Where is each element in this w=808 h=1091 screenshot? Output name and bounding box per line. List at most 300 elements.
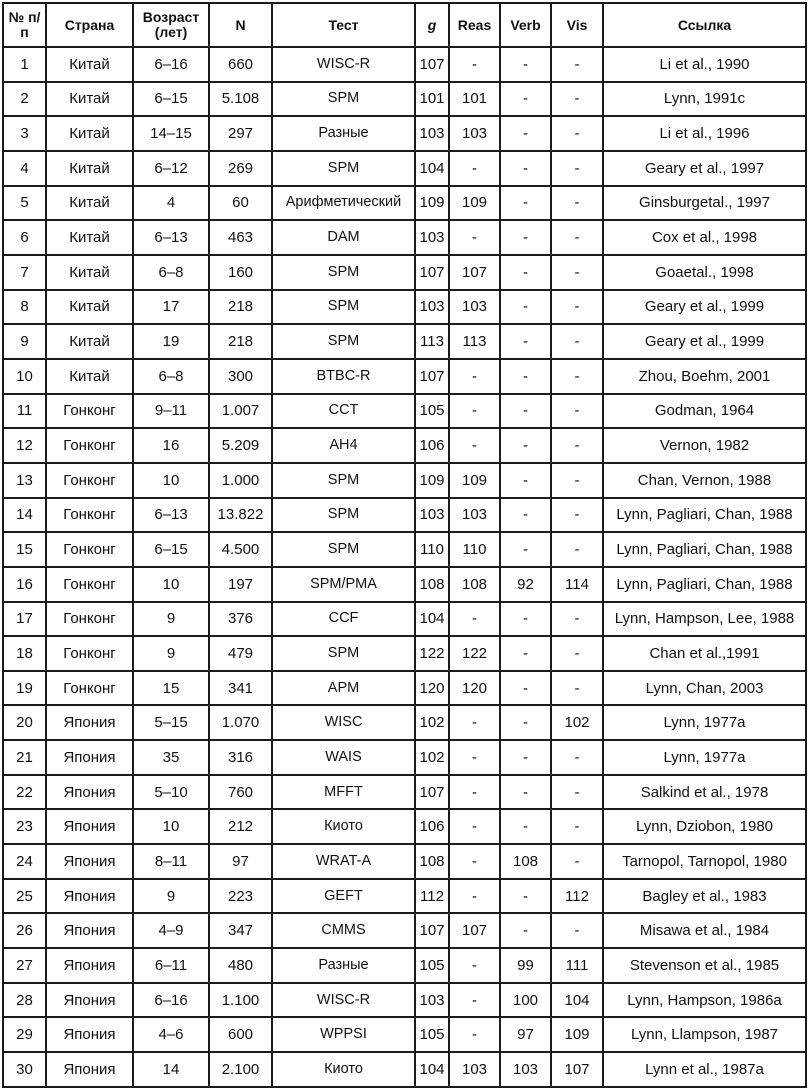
cell-ref: Chan et al.,1991 <box>603 636 806 671</box>
cell-reas: - <box>449 948 500 983</box>
cell-verb: - <box>500 47 551 82</box>
cell-vis: - <box>551 809 603 844</box>
cell-ref: Lynn, Hampson, Lee, 1988 <box>603 602 806 637</box>
cell-num: 23 <box>3 809 46 844</box>
cell-n: 197 <box>209 567 272 602</box>
cell-g: 113 <box>415 324 449 359</box>
cell-country: Китай <box>46 47 133 82</box>
cell-n: 463 <box>209 220 272 255</box>
cell-num: 29 <box>3 1017 46 1052</box>
header-g: g <box>415 3 449 47</box>
cell-ref: Lynn, Pagliari, Chan, 1988 <box>603 498 806 533</box>
cell-verb: - <box>500 220 551 255</box>
cell-country: Китай <box>46 290 133 325</box>
cell-country: Китай <box>46 359 133 394</box>
cell-reas: - <box>449 151 500 186</box>
cell-num: 2 <box>3 82 46 117</box>
cell-num: 30 <box>3 1052 46 1087</box>
cell-reas: - <box>449 809 500 844</box>
cell-verb: - <box>500 602 551 637</box>
cell-vis: - <box>551 186 603 221</box>
cell-n: 212 <box>209 809 272 844</box>
cell-num: 20 <box>3 705 46 740</box>
cell-test: AH4 <box>272 428 415 463</box>
cell-g: 102 <box>415 740 449 775</box>
cell-reas: - <box>449 1017 500 1052</box>
cell-n: 218 <box>209 324 272 359</box>
cell-country: Гонконг <box>46 532 133 567</box>
table-row <box>3 186 806 221</box>
cell-vis: - <box>551 913 603 948</box>
cell-age: 6–15 <box>133 532 209 567</box>
table-row <box>3 602 806 637</box>
cell-age: 10 <box>133 567 209 602</box>
cell-num: 15 <box>3 532 46 567</box>
cell-age: 6–15 <box>133 82 209 117</box>
cell-test: DAM <box>272 220 415 255</box>
cell-test: SPM <box>272 151 415 186</box>
cell-vis: - <box>551 775 603 810</box>
cell-g: 106 <box>415 428 449 463</box>
table-row <box>3 220 806 255</box>
cell-verb: - <box>500 151 551 186</box>
cell-g: 107 <box>415 255 449 290</box>
cell-test: CCF <box>272 602 415 637</box>
cell-g: 103 <box>415 290 449 325</box>
cell-reas: 108 <box>449 567 500 602</box>
cell-vis: - <box>551 151 603 186</box>
cell-country: Гонконг <box>46 567 133 602</box>
cell-g: 109 <box>415 186 449 221</box>
cell-country: Китай <box>46 220 133 255</box>
cell-ref: Lynn, Dziobon, 1980 <box>603 809 806 844</box>
header-num: № п/п <box>3 3 46 47</box>
table-row <box>3 428 806 463</box>
cell-vis: 104 <box>551 983 603 1018</box>
cell-vis: - <box>551 394 603 429</box>
table-row <box>3 463 806 498</box>
cell-g: 105 <box>415 1017 449 1052</box>
cell-test: SPM <box>272 636 415 671</box>
cell-reas: 101 <box>449 82 500 117</box>
cell-ref: Ginsburgetal., 1997 <box>603 186 806 221</box>
cell-age: 9 <box>133 879 209 914</box>
cell-reas: 120 <box>449 671 500 706</box>
cell-country: Япония <box>46 844 133 879</box>
cell-age: 17 <box>133 290 209 325</box>
cell-reas: 109 <box>449 186 500 221</box>
cell-age: 6–12 <box>133 151 209 186</box>
cell-test: SPM <box>272 324 415 359</box>
cell-country: Япония <box>46 809 133 844</box>
cell-num: 14 <box>3 498 46 533</box>
cell-country: Гонконг <box>46 636 133 671</box>
cell-vis: 102 <box>551 705 603 740</box>
cell-reas: 113 <box>449 324 500 359</box>
cell-verb: - <box>500 740 551 775</box>
cell-n: 5.209 <box>209 428 272 463</box>
cell-age: 5–10 <box>133 775 209 810</box>
cell-country: Гонконг <box>46 428 133 463</box>
header-test: Тест <box>272 3 415 47</box>
cell-reas: - <box>449 428 500 463</box>
cell-test: SPM <box>272 463 415 498</box>
cell-ref: Lynn et al., 1987a <box>603 1052 806 1087</box>
cell-num: 7 <box>3 255 46 290</box>
cell-test: WISC-R <box>272 983 415 1018</box>
cell-num: 17 <box>3 602 46 637</box>
cell-g: 122 <box>415 636 449 671</box>
cell-test: SPM/PMA <box>272 567 415 602</box>
cell-age: 9 <box>133 636 209 671</box>
cell-verb: 99 <box>500 948 551 983</box>
header-n: N <box>209 3 272 47</box>
cell-vis: - <box>551 636 603 671</box>
cell-country: Япония <box>46 705 133 740</box>
cell-num: 13 <box>3 463 46 498</box>
cell-age: 6–11 <box>133 948 209 983</box>
cell-age: 19 <box>133 324 209 359</box>
cell-country: Гонконг <box>46 671 133 706</box>
cell-test: MFFT <box>272 775 415 810</box>
cell-ref: Lynn, Pagliari, Chan, 1988 <box>603 532 806 567</box>
cell-ref: Lynn, Hampson, 1986a <box>603 983 806 1018</box>
cell-g: 107 <box>415 775 449 810</box>
cell-n: 4.500 <box>209 532 272 567</box>
cell-g: 104 <box>415 151 449 186</box>
cell-age: 5–15 <box>133 705 209 740</box>
cell-verb: 103 <box>500 1052 551 1087</box>
cell-reas: - <box>449 359 500 394</box>
cell-n: 480 <box>209 948 272 983</box>
cell-num: 27 <box>3 948 46 983</box>
cell-country: Япония <box>46 948 133 983</box>
cell-ref: Godman, 1964 <box>603 394 806 429</box>
cell-ref: Goaetal., 1998 <box>603 255 806 290</box>
cell-reas: - <box>449 775 500 810</box>
cell-reas: - <box>449 602 500 637</box>
table-row <box>3 116 806 151</box>
cell-vis: - <box>551 47 603 82</box>
cell-g: 103 <box>415 220 449 255</box>
cell-test: CCT <box>272 394 415 429</box>
cell-test: SPM <box>272 532 415 567</box>
cell-reas: - <box>449 705 500 740</box>
cell-g: 104 <box>415 1052 449 1087</box>
cell-test: Арифметический <box>272 186 415 221</box>
cell-country: Япония <box>46 983 133 1018</box>
cell-age: 9 <box>133 602 209 637</box>
header-row <box>3 3 806 47</box>
cell-n: 218 <box>209 290 272 325</box>
cell-verb: 97 <box>500 1017 551 1052</box>
header-verb: Verb <box>500 3 551 47</box>
cell-age: 9–11 <box>133 394 209 429</box>
table-row <box>3 532 806 567</box>
cell-vis: 107 <box>551 1052 603 1087</box>
cell-age: 35 <box>133 740 209 775</box>
data-table <box>2 2 807 1088</box>
cell-age: 6–13 <box>133 220 209 255</box>
cell-g: 105 <box>415 394 449 429</box>
cell-ref: Lynn, 1991c <box>603 82 806 117</box>
cell-age: 10 <box>133 463 209 498</box>
cell-ref: Lynn, Llampson, 1987 <box>603 1017 806 1052</box>
cell-n: 376 <box>209 602 272 637</box>
cell-g: 102 <box>415 705 449 740</box>
cell-num: 10 <box>3 359 46 394</box>
cell-ref: Geary et al., 1997 <box>603 151 806 186</box>
cell-g: 109 <box>415 463 449 498</box>
cell-test: GEFT <box>272 879 415 914</box>
cell-country: Гонконг <box>46 463 133 498</box>
cell-country: Гонконг <box>46 602 133 637</box>
cell-reas: - <box>449 47 500 82</box>
cell-test: WAIS <box>272 740 415 775</box>
cell-verb: 92 <box>500 567 551 602</box>
table-row <box>3 671 806 706</box>
cell-verb: - <box>500 705 551 740</box>
cell-verb: - <box>500 775 551 810</box>
cell-age: 6–13 <box>133 498 209 533</box>
cell-g: 108 <box>415 844 449 879</box>
cell-country: Япония <box>46 740 133 775</box>
table-row <box>3 359 806 394</box>
table-row <box>3 913 806 948</box>
cell-g: 103 <box>415 116 449 151</box>
cell-n: 223 <box>209 879 272 914</box>
cell-verb: - <box>500 463 551 498</box>
cell-vis: 114 <box>551 567 603 602</box>
cell-num: 6 <box>3 220 46 255</box>
cell-vis: 112 <box>551 879 603 914</box>
cell-n: 347 <box>209 913 272 948</box>
cell-vis: - <box>551 498 603 533</box>
cell-num: 26 <box>3 913 46 948</box>
cell-reas: - <box>449 220 500 255</box>
cell-ref: Stevenson et al., 1985 <box>603 948 806 983</box>
cell-n: 60 <box>209 186 272 221</box>
cell-ref: Lynn, 1977a <box>603 705 806 740</box>
cell-num: 1 <box>3 47 46 82</box>
cell-ref: Bagley et al., 1983 <box>603 879 806 914</box>
cell-g: 120 <box>415 671 449 706</box>
cell-test: CMMS <box>272 913 415 948</box>
table-row <box>3 1052 806 1087</box>
cell-age: 6–8 <box>133 255 209 290</box>
header-country: Страна <box>46 3 133 47</box>
cell-verb: - <box>500 324 551 359</box>
table-row <box>3 948 806 983</box>
table-row <box>3 983 806 1018</box>
cell-country: Китай <box>46 151 133 186</box>
cell-n: 600 <box>209 1017 272 1052</box>
cell-num: 28 <box>3 983 46 1018</box>
table-row <box>3 151 806 186</box>
cell-num: 9 <box>3 324 46 359</box>
cell-ref: Salkind et al., 1978 <box>603 775 806 810</box>
cell-test: SPM <box>272 498 415 533</box>
cell-test: Разные <box>272 116 415 151</box>
cell-country: Япония <box>46 879 133 914</box>
cell-vis: - <box>551 255 603 290</box>
cell-vis: - <box>551 359 603 394</box>
cell-verb: - <box>500 290 551 325</box>
cell-reas: - <box>449 740 500 775</box>
cell-reas: - <box>449 983 500 1018</box>
cell-g: 107 <box>415 913 449 948</box>
cell-age: 6–16 <box>133 983 209 1018</box>
cell-test: WPPSI <box>272 1017 415 1052</box>
cell-verb: - <box>500 809 551 844</box>
cell-num: 19 <box>3 671 46 706</box>
cell-verb: - <box>500 82 551 117</box>
cell-age: 8–11 <box>133 844 209 879</box>
cell-reas: 109 <box>449 463 500 498</box>
cell-reas: 107 <box>449 255 500 290</box>
cell-ref: Cox et al., 1998 <box>603 220 806 255</box>
cell-ref: Tarnopol, Tarnopol, 1980 <box>603 844 806 879</box>
cell-n: 5.108 <box>209 82 272 117</box>
cell-num: 12 <box>3 428 46 463</box>
cell-country: Япония <box>46 913 133 948</box>
cell-num: 25 <box>3 879 46 914</box>
cell-country: Япония <box>46 1017 133 1052</box>
cell-reas: 110 <box>449 532 500 567</box>
cell-num: 8 <box>3 290 46 325</box>
cell-age: 6–8 <box>133 359 209 394</box>
header-ref: Ссылка <box>603 3 806 47</box>
cell-test: SPM <box>272 290 415 325</box>
cell-g: 103 <box>415 498 449 533</box>
cell-verb: - <box>500 116 551 151</box>
cell-age: 10 <box>133 809 209 844</box>
cell-verb: - <box>500 394 551 429</box>
cell-country: Китай <box>46 116 133 151</box>
cell-age: 6–16 <box>133 47 209 82</box>
table-row <box>3 879 806 914</box>
cell-vis: 111 <box>551 948 603 983</box>
cell-vis: - <box>551 671 603 706</box>
cell-verb: - <box>500 498 551 533</box>
cell-vis: - <box>551 324 603 359</box>
cell-n: 760 <box>209 775 272 810</box>
cell-num: 24 <box>3 844 46 879</box>
cell-num: 18 <box>3 636 46 671</box>
cell-age: 15 <box>133 671 209 706</box>
cell-test: Разные <box>272 948 415 983</box>
table-row <box>3 324 806 359</box>
cell-g: 105 <box>415 948 449 983</box>
cell-vis: - <box>551 290 603 325</box>
cell-country: Япония <box>46 1052 133 1087</box>
cell-ref: Geary et al., 1999 <box>603 324 806 359</box>
cell-n: 316 <box>209 740 272 775</box>
header-reas: Reas <box>449 3 500 47</box>
header-age: Возраст (лет) <box>133 3 209 47</box>
cell-ref: Li et al., 1990 <box>603 47 806 82</box>
cell-n: 297 <box>209 116 272 151</box>
cell-ref: Chan, Vernon, 1988 <box>603 463 806 498</box>
cell-ref: Zhou, Boehm, 2001 <box>603 359 806 394</box>
cell-verb: 108 <box>500 844 551 879</box>
cell-age: 14–15 <box>133 116 209 151</box>
cell-num: 22 <box>3 775 46 810</box>
cell-reas: - <box>449 879 500 914</box>
cell-reas: 103 <box>449 116 500 151</box>
cell-vis: - <box>551 220 603 255</box>
cell-verb: - <box>500 671 551 706</box>
cell-test: Киото <box>272 1052 415 1087</box>
cell-n: 2.100 <box>209 1052 272 1087</box>
cell-ref: Vernon, 1982 <box>603 428 806 463</box>
cell-n: 341 <box>209 671 272 706</box>
cell-n: 660 <box>209 47 272 82</box>
table-row <box>3 809 806 844</box>
cell-reas: 103 <box>449 290 500 325</box>
cell-country: Гонконг <box>46 498 133 533</box>
cell-n: 97 <box>209 844 272 879</box>
cell-country: Гонконг <box>46 394 133 429</box>
table-row <box>3 1017 806 1052</box>
cell-n: 1.007 <box>209 394 272 429</box>
cell-ref: Misawa et al., 1984 <box>603 913 806 948</box>
cell-verb: - <box>500 255 551 290</box>
cell-g: 103 <box>415 983 449 1018</box>
table-row <box>3 567 806 602</box>
cell-reas: 107 <box>449 913 500 948</box>
table-row <box>3 255 806 290</box>
cell-reas: - <box>449 394 500 429</box>
cell-verb: - <box>500 636 551 671</box>
cell-num: 16 <box>3 567 46 602</box>
cell-verb: - <box>500 879 551 914</box>
cell-country: Япония <box>46 775 133 810</box>
cell-ref: Lynn, Chan, 2003 <box>603 671 806 706</box>
cell-vis: - <box>551 844 603 879</box>
cell-n: 13.822 <box>209 498 272 533</box>
cell-n: 1.000 <box>209 463 272 498</box>
cell-age: 4 <box>133 186 209 221</box>
cell-g: 112 <box>415 879 449 914</box>
cell-g: 101 <box>415 82 449 117</box>
cell-reas: - <box>449 844 500 879</box>
table-row <box>3 740 806 775</box>
cell-n: 1.070 <box>209 705 272 740</box>
cell-country: Китай <box>46 82 133 117</box>
cell-country: Китай <box>46 255 133 290</box>
cell-age: 16 <box>133 428 209 463</box>
cell-test: BTBC-R <box>272 359 415 394</box>
cell-reas: 103 <box>449 1052 500 1087</box>
cell-g: 108 <box>415 567 449 602</box>
cell-test: SPM <box>272 82 415 117</box>
cell-n: 479 <box>209 636 272 671</box>
table-row <box>3 82 806 117</box>
table-row <box>3 394 806 429</box>
cell-vis: - <box>551 740 603 775</box>
cell-vis: - <box>551 116 603 151</box>
cell-test: WISC <box>272 705 415 740</box>
cell-reas: 103 <box>449 498 500 533</box>
cell-verb: - <box>500 913 551 948</box>
cell-country: Китай <box>46 186 133 221</box>
cell-ref: Li et al., 1996 <box>603 116 806 151</box>
header-vis: Vis <box>551 3 603 47</box>
cell-vis: - <box>551 463 603 498</box>
cell-ref: Lynn, 1977a <box>603 740 806 775</box>
cell-vis: - <box>551 532 603 567</box>
